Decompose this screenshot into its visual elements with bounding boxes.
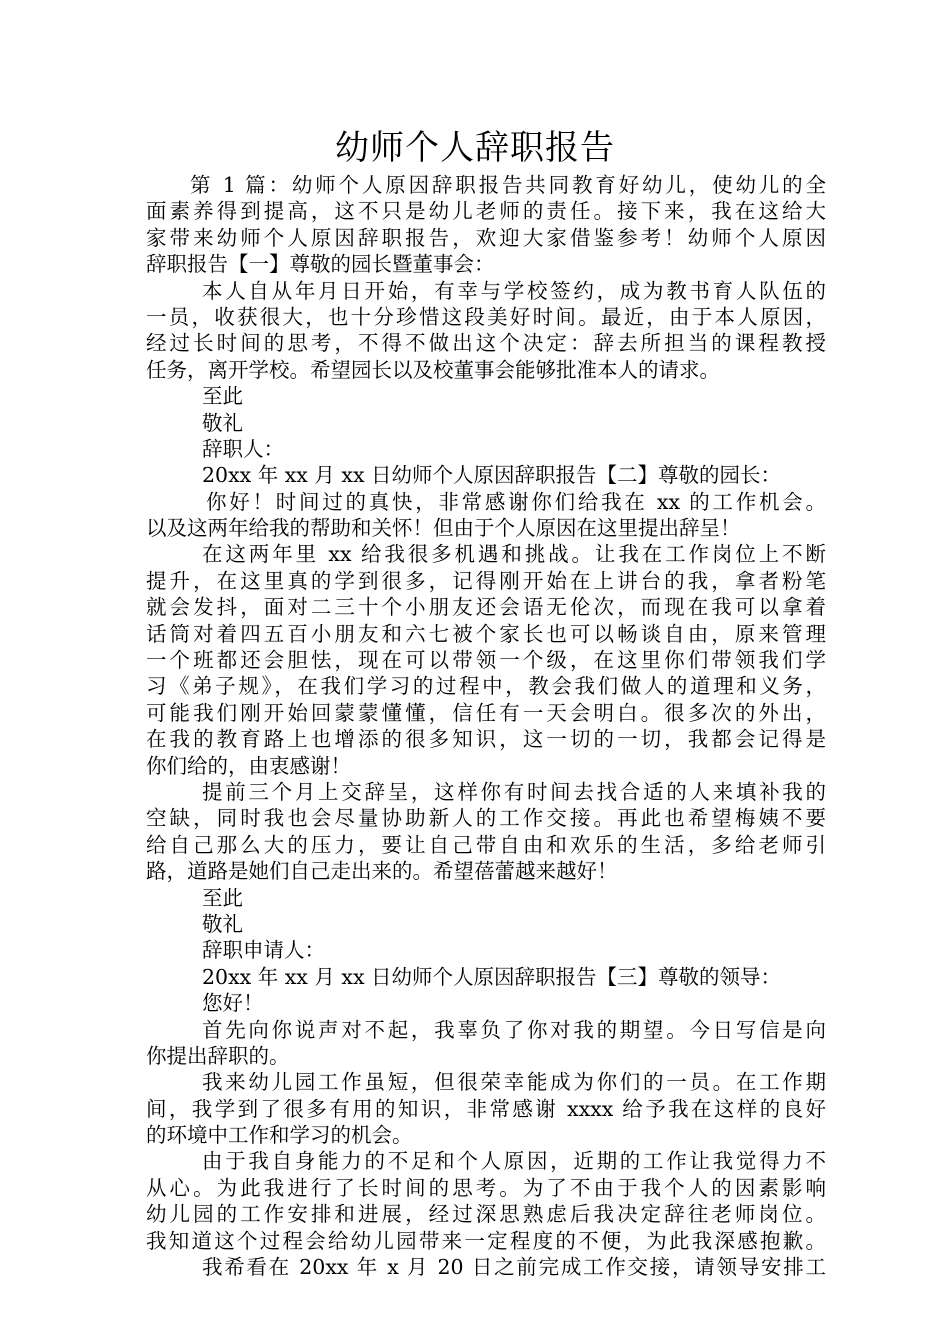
- text-line: 20xx 年 xx 月 xx 日幼师个人原因辞职报告【三】尊敬的领导：: [202, 964, 782, 989]
- text-line: 你提出辞职的。: [146, 1043, 290, 1068]
- text-line: 辞职人：: [202, 436, 284, 461]
- text-line: 路，道路是她们自己走出来的。希望蓓蕾越来越好！: [146, 859, 618, 884]
- text-line: 你好！时间过的真快，非常感谢你们给我在 xx 的工作机会。: [206, 489, 826, 514]
- text-line: 第 1 篇：幼师个人原因辞职报告共同教育好幼儿，使幼儿的全: [190, 173, 826, 197]
- text-line: 给自己那么大的压力，要让自己带自由和欢乐的生活，多给老师引: [146, 832, 826, 857]
- text-line: 可能我们刚开始回蒙蒙懂懂，信任有一天会明白。很多次的外出，: [146, 700, 826, 725]
- text-line: 敬礼: [202, 410, 243, 435]
- text-line: 至此: [202, 384, 243, 409]
- text-line: 您好！: [202, 991, 264, 1016]
- text-line: 习《弟子规》，在我们学习的过程中，教会我们做人的道理和义务，: [146, 674, 826, 699]
- text-line: 间，我学到了很多有用的知识，非常感谢 xxxx 给予我在这样的良好: [146, 1096, 826, 1121]
- text-line: 辞职报告【一】尊敬的园长暨董事会：: [146, 252, 495, 277]
- text-line: 就会发抖，面对二三十个小朋友还会语无伦次，而现在我可以拿着: [146, 595, 826, 620]
- text-line: 我希看在 20xx 年 x 月 20 日之前完成工作交接，请领导安排工: [202, 1255, 826, 1280]
- text-line: 从心。为此我进行了长时间的思考。为了不由于我个人的因素影响: [146, 1175, 826, 1200]
- text-line: 话筒对着四五百小朋友和六七被个家长也可以畅谈自由，原来管理: [146, 621, 826, 646]
- text-line: 空缺，同时我也会尽量协助新人的工作交接。再此也希望梅姨不要: [146, 806, 826, 831]
- text-line: 至此: [202, 885, 243, 910]
- text-line: 一员，收获很大，也十分珍惜这段美好时间。最近，由于本人原因，: [146, 304, 826, 329]
- text-line: 一个班都还会胆怯，现在可以带领一个级，在这里你们带领我们学: [146, 648, 826, 673]
- text-line: 由于我自身能力的不足和个人原因，近期的工作让我觉得力不: [202, 1149, 826, 1174]
- text-line: 经过长时间的思考，不得不做出这个决定：辞去所担当的课程教授: [146, 331, 826, 356]
- text-line: 提升，在这里真的学到很多，记得刚开始在上讲台的我，拿者粉笔: [146, 568, 826, 593]
- text-line: 的环境中工作和学习的机会。: [146, 1123, 413, 1148]
- text-line: 家带来幼师个人原因辞职报告，欢迎大家借鉴参考！幼师个人原因: [146, 225, 826, 250]
- text-line: 我知道这个过程会给幼儿园带来一定程度的不便，为此我深感抱歉。: [146, 1228, 826, 1253]
- text-line: 本人自从年月日开始，有幸与学校签约，成为教书育人队伍的: [202, 278, 826, 303]
- document-title: 幼师个人辞职报告: [335, 128, 615, 168]
- text-line: 在我的教育路上也增添的很多知识，这一切的一切，我都会记得是: [146, 727, 826, 752]
- text-line: 你们给的，由衷感谢！: [146, 753, 351, 778]
- text-line: 在这两年里 xx 给我很多机遇和挑战。让我在工作岗位上不断: [202, 542, 826, 567]
- text-line: 我来幼儿园工作虽短，但很荣幸能成为你们的一员。在工作期: [202, 1070, 826, 1095]
- text-line: 辞职申请人：: [202, 938, 325, 963]
- document-body: [146, 172, 826, 1280]
- text-line: 20xx 年 xx 月 xx 日幼师个人原因辞职报告【二】尊敬的园长：: [202, 463, 782, 488]
- text-line: 提前三个月上交辞呈，这样你有时间去找合适的人来填补我的: [202, 779, 826, 804]
- text-line: 敬礼: [202, 911, 243, 936]
- text-line: 面素养得到提高，这不只是幼儿老师的责任。接下来，我在这给大: [146, 199, 826, 224]
- text-line: 幼儿园的工作安排和进展，经过深思熟虑后我决定辞往老师岗位。: [146, 1202, 826, 1227]
- text-line: 以及这两年给我的帮助和关怀！但由于个人原因在这里提出辞呈！: [146, 516, 741, 541]
- text-line: 任务，离开学校。希望园长以及校董事会能够批准本人的请求。: [146, 357, 720, 382]
- text-line: 首先向你说声对不起，我辜负了你对我的期望。今日写信是向: [202, 1017, 826, 1042]
